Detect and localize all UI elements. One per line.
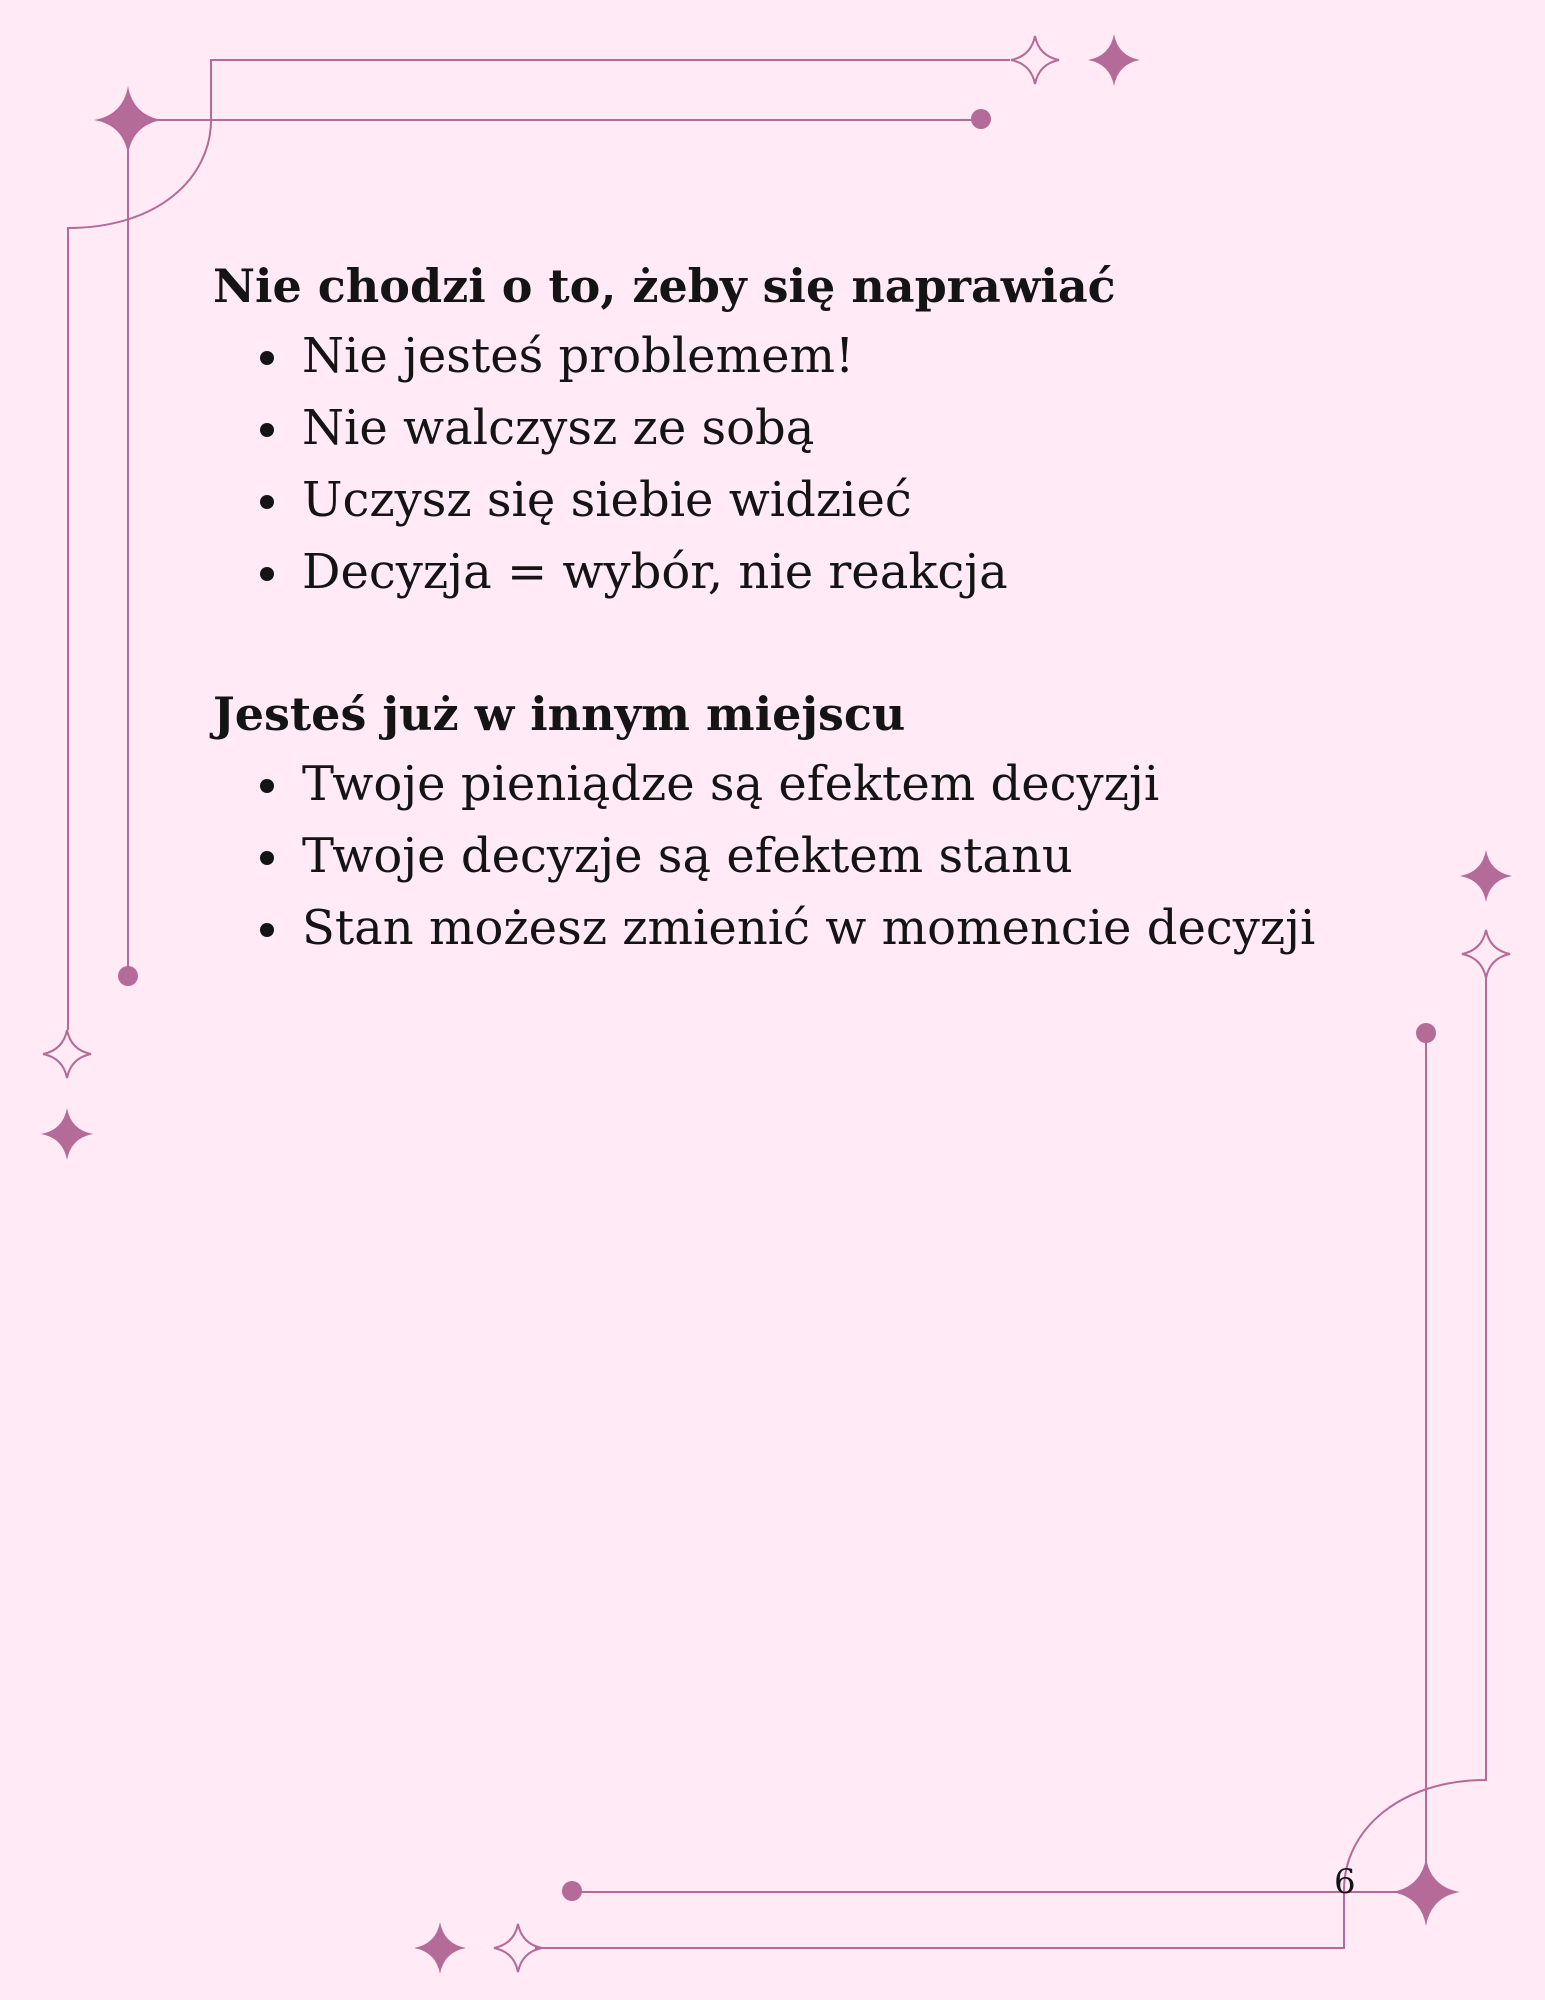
bullet-dot-icon	[260, 423, 274, 437]
bullet-dot-icon	[260, 495, 274, 509]
list-item	[213, 320, 1363, 392]
bottom-right-frame-outer	[535, 978, 1486, 1948]
list-item-text: Uczysz się siebie widzieć	[302, 472, 912, 528]
list-item-text: Twoje decyzje są efektem stanu	[302, 828, 1073, 884]
bead-dot-icon	[562, 1881, 582, 1901]
bullet-dot-icon	[260, 851, 274, 865]
list-item-text: Nie walczysz ze sobą	[302, 400, 815, 456]
sparkle-star-filled-icon	[414, 1922, 466, 1974]
list-item-text: Twoje pieniądze są efektem decyzji	[302, 756, 1160, 812]
section-different-place	[213, 680, 1363, 964]
sparkle-star-filled-icon	[41, 1108, 93, 1160]
sparkle-star-outline-icon	[43, 1030, 91, 1078]
section-not-about-fixing	[213, 252, 1363, 608]
list-item-text: Nie jesteś problemem!	[302, 328, 855, 384]
list-item	[213, 820, 1363, 892]
bullet-dot-icon	[260, 567, 274, 581]
list-item-text: Decyzja = wybór, nie reakcja	[302, 544, 1008, 600]
bullet-dot-icon	[260, 351, 274, 365]
bullet-list	[213, 320, 1363, 608]
bead-dot-icon	[971, 109, 991, 129]
sparkle-star-filled-icon	[1460, 850, 1512, 902]
sparkle-star-filled-icon	[94, 86, 162, 154]
list-item	[213, 464, 1363, 536]
section-spacer	[213, 608, 1363, 680]
section-heading: Jesteś już w innym miejscu	[213, 687, 906, 741]
bottom-right-frame-inner	[573, 1034, 1426, 1892]
section-heading: Nie chodzi o to, żeby się naprawiać	[213, 259, 1116, 313]
page-number: 6	[1334, 1862, 1356, 1902]
bead-dot-icon	[1416, 1023, 1436, 1043]
sparkle-star-outline-icon	[1011, 36, 1059, 84]
sparkle-star-filled-icon	[1392, 1858, 1460, 1926]
bullet-dot-icon	[260, 923, 274, 937]
page-content	[213, 252, 1363, 964]
list-item	[213, 892, 1363, 964]
list-item	[213, 748, 1363, 820]
bullet-dot-icon	[260, 779, 274, 793]
sparkle-star-outline-icon	[494, 1924, 542, 1972]
sparkle-star-filled-icon	[1088, 34, 1140, 86]
list-item	[213, 392, 1363, 464]
bullet-list	[213, 748, 1363, 964]
bead-dot-icon	[118, 966, 138, 986]
sparkle-star-outline-icon	[1462, 930, 1510, 978]
list-item	[213, 536, 1363, 608]
list-item-text: Stan możesz zmienić w momencie decyzji	[302, 900, 1316, 956]
